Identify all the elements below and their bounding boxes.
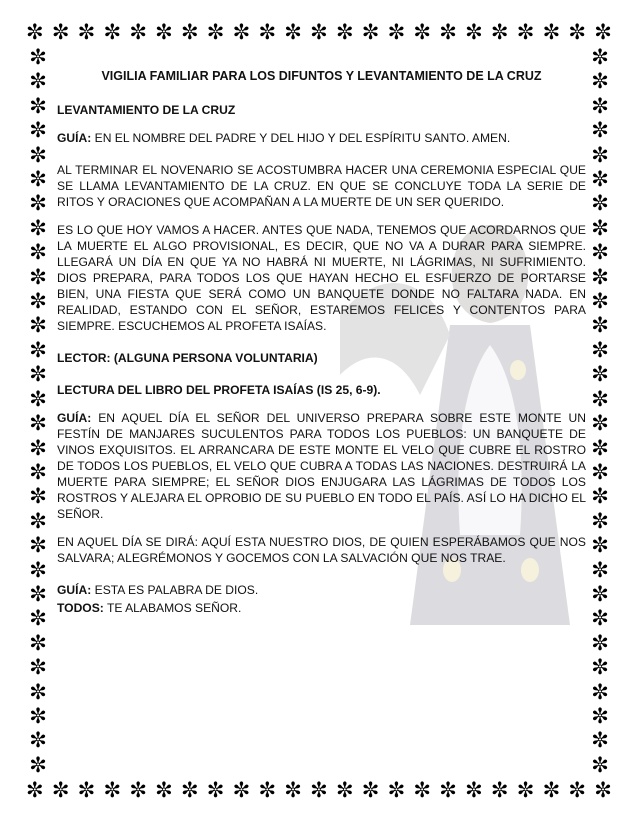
document-body [57, 68, 586, 628]
guide-closing-text: ESTA ES PALABRA DE DIOS. [91, 583, 259, 597]
border-ornament-icon: ✼ [591, 533, 609, 558]
border-ornament-icon: ✼ [591, 167, 609, 192]
border-ornament-icon: ✼ [542, 778, 561, 802]
border-ornament-icon: ✼ [29, 215, 47, 240]
border-ornament-icon: ✼ [29, 45, 47, 69]
border-ornament-icon: ✼ [591, 142, 609, 167]
border-ornament-icon: ✼ [591, 411, 609, 436]
border-ornament-icon: ✼ [591, 508, 609, 533]
border-ornament-icon: ✼ [284, 20, 302, 44]
border-ornament-icon: ✼ [591, 557, 609, 582]
border-ornament-icon: ✼ [361, 778, 380, 802]
border-ornament-icon: ✼ [591, 69, 609, 94]
paragraph-intro: AL TERMINAR EL NOVENARIO SE ACOSTUMBRA HACER UNA CEREMONIA ESPECIAL QUE SE LLAMA LEVANTAMIENTO DE LA CRUZ. EN QUE SE CONCLUYE TODA LA SERIE DE RITOS Y ORACIONES QUE ACOMPAÑAN A LA MUERTE DE UN SER QUERIDO. [57, 163, 586, 209]
border-ornament-icon: ✼ [77, 20, 96, 44]
border-ornament-icon: ✼ [26, 778, 44, 802]
border-ornament-icon: ✼ [542, 20, 561, 44]
border-top [26, 20, 612, 44]
guide-opening-text: EN EL NOMBRE DEL PADRE Y DEL HIJO Y DEL ESPÍRITU SANTO. AMEN. [91, 131, 511, 145]
border-ornament-icon: ✼ [180, 20, 199, 44]
border-ornament-icon: ✼ [155, 778, 173, 802]
border-ornament-icon: ✼ [594, 778, 612, 802]
border-ornament-icon: ✼ [516, 20, 535, 44]
border-ornament-icon: ✼ [155, 20, 173, 44]
border-ornament-icon: ✼ [51, 20, 70, 44]
guide-label: GUÍA: [57, 411, 92, 425]
border-ornament-icon: ✼ [591, 337, 609, 362]
border-ornament-icon: ✼ [591, 630, 609, 655]
border-bottom [26, 778, 612, 802]
border-ornament-icon: ✼ [129, 778, 147, 802]
border-ornament-icon: ✼ [29, 167, 47, 192]
border-ornament-icon: ✼ [29, 118, 47, 143]
border-ornament-icon: ✼ [490, 778, 509, 802]
border-ornament-icon: ✼ [29, 630, 47, 655]
guide-opening [57, 130, 586, 146]
lector-line: LECTOR: (ALGUNA PERSONA VOLUNTARIA) [57, 351, 318, 365]
border-ornament-icon: ✼ [591, 679, 609, 704]
border-ornament-icon: ✼ [29, 313, 47, 338]
border-ornament-icon: ✼ [591, 289, 609, 314]
border-ornament-icon: ✼ [29, 191, 47, 216]
border-ornament-icon: ✼ [29, 703, 47, 728]
border-ornament-icon: ✼ [439, 20, 457, 44]
border-ornament-icon: ✼ [29, 508, 47, 533]
border-ornament-icon: ✼ [232, 778, 251, 802]
border-ornament-icon: ✼ [591, 118, 609, 143]
border-ornament-icon: ✼ [29, 289, 47, 314]
border-ornament-icon: ✼ [29, 69, 47, 94]
border-ornament-icon: ✼ [29, 93, 47, 118]
border-ornament-icon: ✼ [232, 20, 251, 44]
border-ornament-icon: ✼ [387, 778, 406, 802]
border-ornament-icon: ✼ [29, 557, 47, 582]
border-ornament-icon: ✼ [29, 752, 47, 777]
border-ornament-icon: ✼ [258, 778, 277, 802]
border-ornament-icon: ✼ [29, 459, 47, 484]
border-ornament-icon: ✼ [29, 337, 47, 362]
border-right [588, 46, 612, 776]
border-ornament-icon: ✼ [591, 240, 609, 265]
border-ornament-icon: ✼ [591, 581, 609, 606]
border-ornament-icon: ✼ [206, 778, 225, 802]
border-ornament-icon: ✼ [413, 20, 432, 44]
guide-label: GUÍA: [57, 583, 92, 597]
border-ornament-icon: ✼ [465, 20, 483, 44]
border-ornament-icon: ✼ [591, 215, 609, 240]
border-ornament-icon: ✼ [51, 778, 70, 802]
reading-text [57, 410, 586, 522]
border-ornament-icon: ✼ [29, 484, 47, 509]
guide-label: GUÍA: [57, 131, 92, 145]
border-ornament-icon: ✼ [591, 752, 609, 777]
border-ornament-icon: ✼ [591, 93, 609, 118]
paragraph-explanation: ES LO QUE HOY VAMOS A HACER. ANTES QUE NADA, TENEMOS QUE ACORDARNOS QUE LA MUERTE EL ALGO PROVISIONAL, ES DECIR, QUE NO VA A DURAR PARA SIEMPRE. LLEGARÁ UN DÍA EN QUE YA NO HABRÁ NI MUERTE, NI LÁGRIMAS, NI SUFRIMIENTO. DIOS PREPARA, PARA TODOS LOS QUE HAYAN HECHO EL ESFUERZO DE PORTARSE BIEN, UNA FIESTA QUE SERÁ COMO UN BANQUETE DONDE NO FALTARA NADA. EN REALIDAD, ESTANDO CON EL SEÑOR, ESTAREMOS FELICES Y CONTENTOS PARA SIEMPRE. ESCUCHEMOS AL PROFETA ISAÍAS. [57, 223, 586, 333]
border-ornament-icon: ✼ [29, 240, 47, 265]
border-ornament-icon: ✼ [29, 411, 47, 436]
all-response-text: TE ALABAMOS SEÑOR. [103, 601, 242, 615]
border-ornament-icon: ✼ [26, 20, 44, 44]
border-ornament-icon: ✼ [258, 20, 277, 44]
border-ornament-icon: ✼ [591, 728, 609, 753]
border-ornament-icon: ✼ [284, 778, 302, 802]
border-ornament-icon: ✼ [591, 606, 609, 631]
border-ornament-icon: ✼ [387, 20, 406, 44]
border-ornament-icon: ✼ [29, 606, 47, 631]
border-ornament-icon: ✼ [103, 20, 122, 44]
border-ornament-icon: ✼ [591, 362, 609, 387]
border-ornament-icon: ✼ [516, 778, 535, 802]
border-ornament-icon: ✼ [591, 313, 609, 338]
section-heading: LEVANTAMIENTO DE LA CRUZ [57, 103, 236, 117]
border-ornament-icon: ✼ [206, 20, 225, 44]
border-ornament-icon: ✼ [591, 435, 609, 460]
border-ornament-icon: ✼ [129, 20, 147, 44]
border-ornament-icon: ✼ [439, 778, 457, 802]
border-ornament-icon: ✼ [29, 655, 47, 680]
border-ornament-icon: ✼ [335, 778, 354, 802]
paragraph-salvation: EN AQUEL DÍA SE DIRÁ: AQUÍ ESTA NUESTRO DIOS, DE QUIEN ESPERÁBAMOS QUE NOS SALVARA; ALEGRÉMONOS Y GOCEMOS CON LA SALVACIÓN QUE NOS TRAE. [57, 535, 586, 565]
border-ornament-icon: ✼ [335, 20, 354, 44]
border-ornament-icon: ✼ [490, 20, 509, 44]
all-label: TODOS: [57, 601, 104, 615]
border-ornament-icon: ✼ [591, 655, 609, 680]
border-ornament-icon: ✼ [29, 581, 47, 606]
border-ornament-icon: ✼ [29, 679, 47, 704]
border-ornament-icon: ✼ [594, 20, 612, 44]
border-ornament-icon: ✼ [103, 778, 122, 802]
border-ornament-icon: ✼ [465, 778, 483, 802]
border-ornament-icon: ✼ [591, 703, 609, 728]
border-ornament-icon: ✼ [591, 264, 609, 289]
border-ornament-icon: ✼ [310, 20, 328, 44]
reading-body: EN AQUEL DÍA EL SEÑOR DEL UNIVERSO PREPARA SOBRE ESTE MONTE UN FESTÍN DE MANJARES SUCULENTOS PARA TODOS LOS PUEBLOS: UN BANQUETE DE VINOS EXQUISITOS. EL ARRANCARA DE ESTE MONTE EL VELO QUE CUBRE EL ROSTRO DE TODOS LOS PUEBLOS, EL VELO QUE CUBRA A TODAS LAS NACIONES. DESTRUIRÁ LA MUERTE PARA SIEMPRE; EL SEÑOR DIOS ENJUGARA LAS LÁGRIMAS DE TODOS LOS ROSTROS Y ALEJARA EL OPROBIO DE SU PUEBLO EN TODO EL PAÍS. ASÍ LO HA DICHO EL SEÑOR. [57, 411, 586, 521]
all-response [57, 600, 586, 616]
border-ornament-icon: ✼ [413, 778, 432, 802]
border-ornament-icon: ✼ [591, 45, 609, 69]
border-ornament-icon: ✼ [29, 533, 47, 558]
border-ornament-icon: ✼ [568, 778, 586, 802]
border-ornament-icon: ✼ [591, 191, 609, 216]
border-ornament-icon: ✼ [29, 362, 47, 387]
border-ornament-icon: ✼ [180, 778, 199, 802]
border-ornament-icon: ✼ [77, 778, 96, 802]
border-ornament-icon: ✼ [591, 484, 609, 509]
reading-title: LECTURA DEL LIBRO DEL PROFETA ISAÍAS (IS 25, 6-9). [57, 383, 381, 397]
border-ornament-icon: ✼ [361, 20, 380, 44]
guide-closing [57, 582, 586, 598]
border-ornament-icon: ✼ [29, 386, 47, 411]
document-title: VIGILIA FAMILIAR PARA LOS DIFUNTOS Y LEVANTAMIENTO DE LA CRUZ [101, 69, 542, 83]
border-ornament-icon: ✼ [29, 142, 47, 167]
border-ornament-icon: ✼ [591, 386, 609, 411]
border-ornament-icon: ✼ [591, 459, 609, 484]
border-ornament-icon: ✼ [29, 264, 47, 289]
border-left [26, 46, 50, 776]
border-ornament-icon: ✼ [29, 728, 47, 753]
border-ornament-icon: ✼ [29, 435, 47, 460]
border-ornament-icon: ✼ [310, 778, 328, 802]
border-ornament-icon: ✼ [568, 20, 586, 44]
